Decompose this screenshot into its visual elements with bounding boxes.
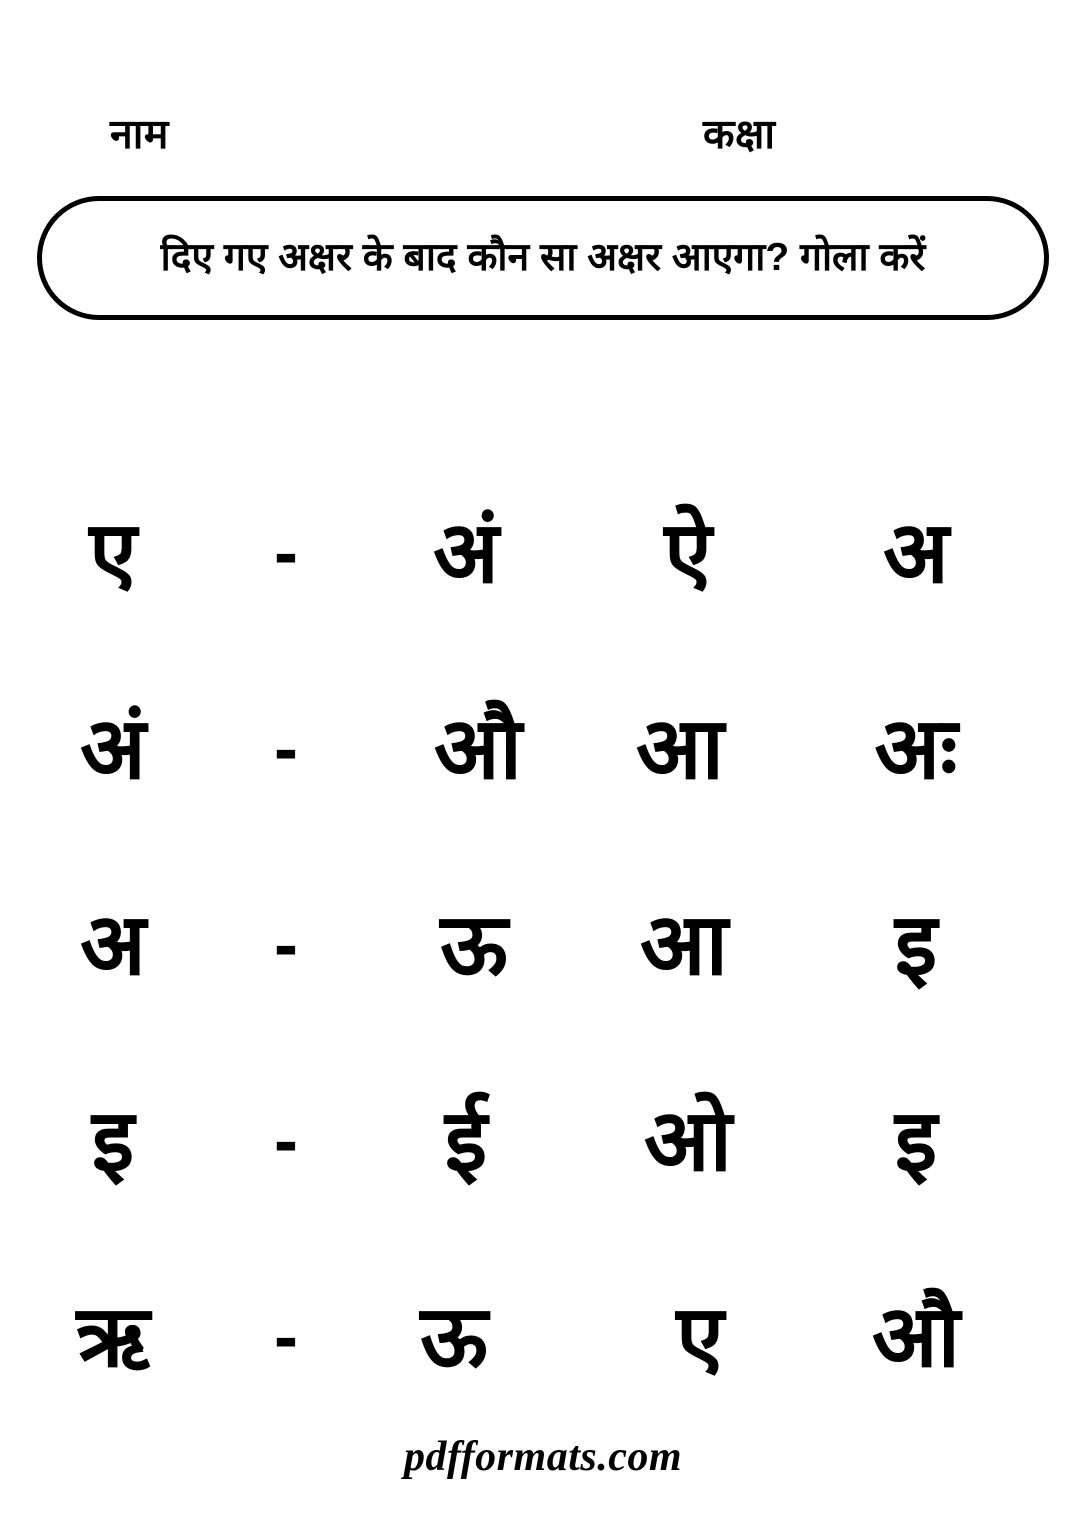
question-choices xyxy=(346,897,1086,993)
question-choices xyxy=(346,1093,1086,1189)
choice-option[interactable]: इ xyxy=(894,1093,938,1189)
question-row xyxy=(0,651,1086,847)
question-prompt-letter: अं xyxy=(80,701,146,797)
footer xyxy=(0,1433,1086,1481)
question-dash: - xyxy=(274,709,298,789)
choice-option[interactable]: अः xyxy=(874,701,958,797)
choice-option[interactable]: इ xyxy=(894,897,938,993)
choice-option[interactable]: ए xyxy=(676,1289,724,1385)
question-row xyxy=(0,1043,1086,1239)
choice-option[interactable]: ऊ xyxy=(440,897,508,993)
question-prompt-letter: अ xyxy=(80,897,146,993)
question-dash: - xyxy=(274,1101,298,1181)
choice-option[interactable]: ई xyxy=(444,1093,488,1189)
question-prompt-letter: ए xyxy=(89,505,137,601)
header-fields xyxy=(0,108,1086,166)
question-dash: - xyxy=(274,905,298,985)
question-row xyxy=(0,455,1086,651)
question-row xyxy=(0,1239,1086,1435)
question-dash: - xyxy=(274,1297,298,1377)
question-list xyxy=(0,455,1086,1435)
question-choices xyxy=(346,1289,1086,1385)
choice-option[interactable]: आ xyxy=(640,897,728,993)
name-field-label: नाम xyxy=(110,111,169,157)
choice-option[interactable]: आ xyxy=(636,701,724,797)
choice-option[interactable]: अ xyxy=(883,505,949,601)
choice-option[interactable]: ओ xyxy=(644,1093,732,1189)
site-watermark: pdfformats.com xyxy=(403,1434,683,1480)
choice-option[interactable]: औ xyxy=(434,701,522,797)
question-prompt-letter: ऋ xyxy=(76,1289,150,1385)
choice-option[interactable]: ऊ xyxy=(420,1289,488,1385)
choice-option[interactable]: औ xyxy=(872,1289,960,1385)
instruction-banner xyxy=(37,196,1049,320)
choice-option[interactable]: अं xyxy=(433,505,499,601)
question-choices xyxy=(346,701,1086,797)
class-field-label: कक्षा xyxy=(703,111,776,157)
choice-option[interactable]: ऐ xyxy=(664,505,712,601)
instruction-text: दिए गए अक्षर के बाद कौन सा अक्षर आएगा? गोला करें xyxy=(160,235,926,279)
question-dash: - xyxy=(274,513,298,593)
question-prompt-letter: इ xyxy=(91,1093,135,1189)
question-choices xyxy=(346,505,1086,601)
question-row xyxy=(0,847,1086,1043)
